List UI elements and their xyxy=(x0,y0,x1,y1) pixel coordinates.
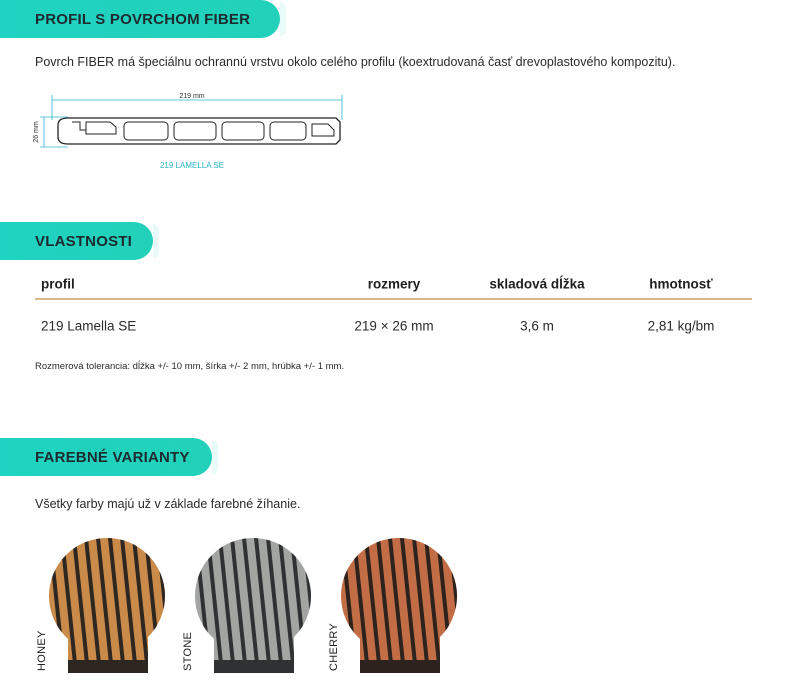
profile-chamber-2 xyxy=(174,122,216,140)
variant-label-cherry: CHERRY xyxy=(328,622,340,671)
height-dimension-label: 26 mm xyxy=(33,121,40,143)
cell-profil: 219 Lamella SE xyxy=(41,318,137,334)
properties-table xyxy=(35,270,752,352)
swatch-honey xyxy=(40,538,175,673)
profile-description: Povrch FIBER má špeciálnu ochrannú vrstvu okolo celého profilu (koextrudovaná časť drevoplastového kompozitu). xyxy=(35,55,676,69)
swatch-cherry xyxy=(332,538,467,673)
section-title-profile-text: PROFIL S POVRCHOM FIBER xyxy=(35,10,251,28)
table-header-row xyxy=(35,270,752,300)
column-header-hmotnost: hmotnosť xyxy=(649,276,713,292)
profile-chamber-3 xyxy=(222,122,264,140)
cell-hmotnost: 2,81 kg/bm xyxy=(647,318,715,334)
section-title-properties-text: VLASTNOSTI xyxy=(35,232,133,250)
section-title-colors xyxy=(0,438,212,476)
section-title-colors-text: FAREBNÉ VARIANTY xyxy=(35,448,190,466)
profile-cross-section-drawing xyxy=(28,90,358,175)
profile-base xyxy=(360,660,440,673)
profile-chamber-4 xyxy=(270,122,306,140)
variant-label-stone: STONE xyxy=(182,631,194,671)
profile-base xyxy=(214,660,294,673)
table-row xyxy=(35,300,752,352)
profile-caption: 219 LAMELLA SE xyxy=(159,161,225,170)
slat-groove xyxy=(168,538,175,673)
profile-base xyxy=(68,660,148,673)
cell-dlzka: 3,6 m xyxy=(520,318,554,334)
swatch-stone xyxy=(186,538,321,673)
cell-rozmery: 219 × 26 mm xyxy=(354,318,434,334)
column-header-rozmery: rozmery xyxy=(367,276,421,292)
section-title-profile xyxy=(0,0,280,38)
variant-label-honey: HONEY xyxy=(36,630,48,671)
column-header-dlzka: skladová dĺžka xyxy=(489,276,585,292)
slat-groove xyxy=(460,538,467,673)
profile-chamber-1 xyxy=(124,122,168,140)
tolerance-note: Rozmerová tolerancia: dĺžka +/- 10 mm, šírka +/- 2 mm, hrúbka +/- 1 mm. xyxy=(35,361,345,372)
colors-description: Všetky farby majú už v základe farebné žíhanie. xyxy=(35,497,301,511)
slat-groove xyxy=(314,538,321,673)
width-dimension-label: 219 mm xyxy=(179,93,205,100)
column-header-profil: profil xyxy=(41,276,75,292)
section-title-properties xyxy=(0,222,153,260)
